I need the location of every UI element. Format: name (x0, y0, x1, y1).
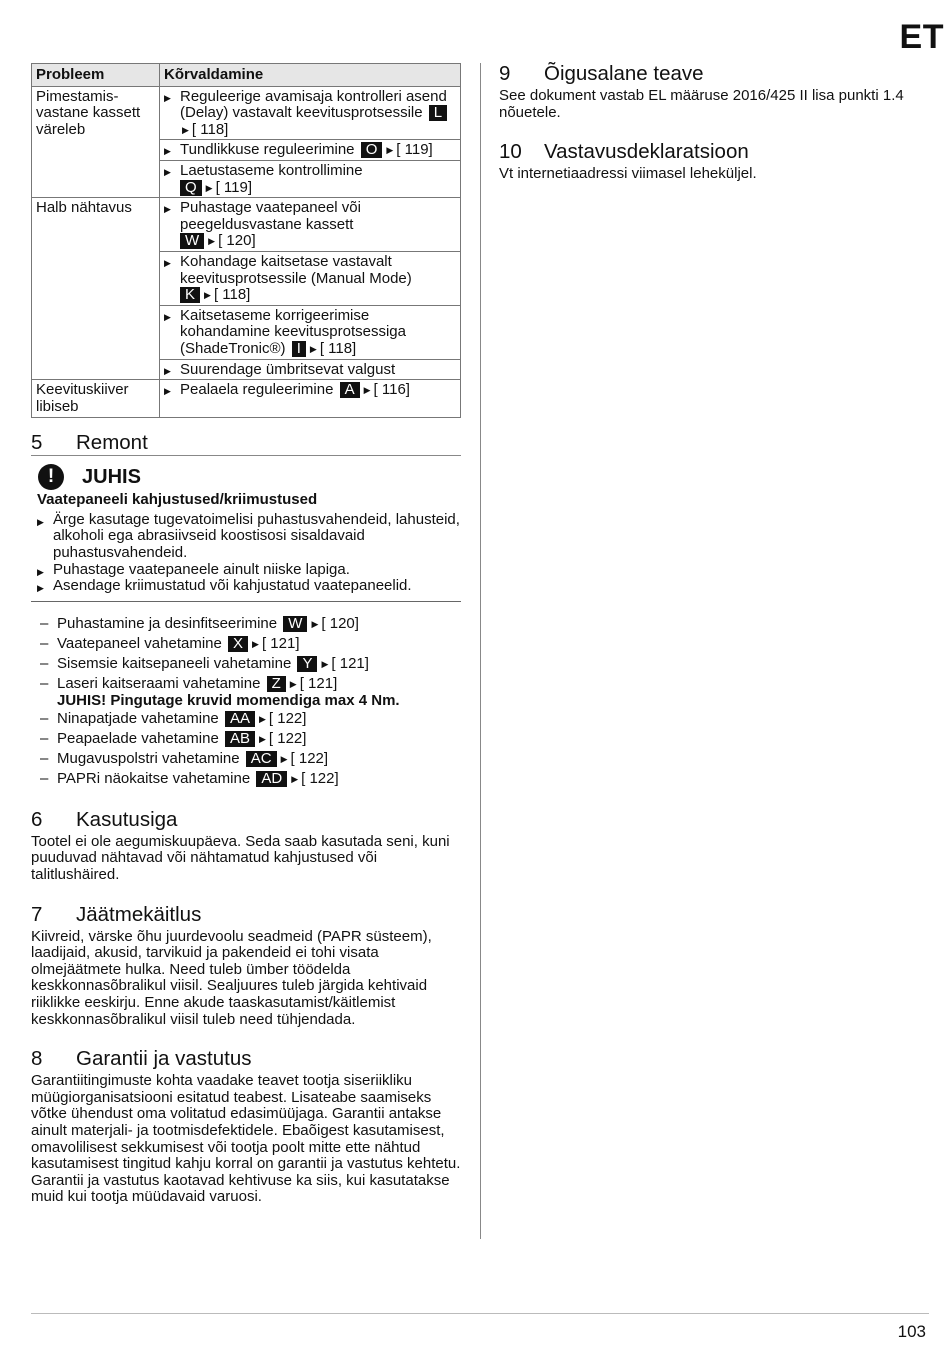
page-reference: [ 119] (396, 141, 433, 159)
notice-subtitle: Vaatepaneeli kahjustused/kriimustused (37, 491, 318, 509)
control-key-badge: W (283, 616, 307, 632)
item-text: Laseri kaitseraami vahetamine (57, 674, 261, 692)
remedy-cell (160, 160, 461, 197)
item-text: Ninapatjade vahetamine (57, 709, 219, 727)
column-divider (480, 63, 481, 1239)
list-item (40, 769, 461, 789)
remedy-cell (160, 198, 461, 252)
control-key-badge: AB (225, 731, 255, 747)
page-reference: [ 116] (373, 381, 410, 399)
control-key-badge: I (292, 341, 306, 357)
notice-item: ▶ Ärge kasutage tugevatoimelisi puhastusvahendeid, lahusteid, alkoholi ega abrasiivseid koostisosi sisaldavaid puhastusvahendeid. (37, 512, 461, 562)
arrow-right-icon: ▶ (258, 713, 266, 724)
arrow-right-icon: ▶ (258, 733, 266, 744)
page-reference: [ 122] (301, 769, 339, 787)
arrow-right-icon: ▶ (311, 618, 319, 629)
section-8 (31, 1048, 461, 1206)
section-number: 7 (31, 902, 43, 926)
arrow-right-icon: ▶ (363, 385, 371, 396)
section-5 (31, 432, 461, 789)
section-heading (31, 809, 461, 831)
item-text: Puhastamine ja desinfitseerimine (57, 614, 278, 632)
arrow-right-icon: ▶ (280, 753, 288, 764)
step-text: Kohandage kaitsetase vastavalt keevitusprotsessile (Manual Mode) (180, 252, 412, 287)
control-key-badge: Q (180, 180, 202, 196)
step-text: Laetustaseme kontrollimine (180, 161, 363, 179)
table-row (32, 86, 461, 140)
section-heading (31, 904, 461, 926)
arrow-right-icon: ▶ (289, 678, 297, 689)
control-key-badge: W (180, 233, 204, 249)
problem-cell: Halb nähtavus (32, 198, 160, 380)
step-text: Pealaela reguleerimine (180, 381, 334, 399)
step-text: Reguleerige avamisaja kontrolleri asend (Delay) vastavalt keevitusprotsessile (180, 87, 447, 122)
remedy-cell (160, 140, 461, 161)
remedy-step (164, 362, 456, 379)
page-reference: [ 122] (290, 749, 329, 767)
section-7 (31, 904, 461, 1029)
control-key-badge: Z (267, 676, 286, 692)
section-title: Jäätmekäitlus (76, 902, 202, 926)
page-reference: [ 118] (213, 286, 251, 304)
step-text: Tundlikkuse reguleerimine (180, 141, 355, 159)
remedy-step (164, 163, 456, 196)
left-column (31, 63, 461, 1206)
control-key-badge: AC (246, 751, 277, 767)
arrow-right-icon: ▶ (204, 290, 211, 301)
page-reference: [ 121] (261, 634, 300, 652)
problem-cell: Pimestamis-vastane kassett väreleb (32, 86, 160, 198)
section-number: 6 (31, 807, 43, 831)
item-text: Peapaelade vahetamine (57, 729, 219, 747)
remedy-cell (160, 251, 461, 305)
section-9 (499, 63, 929, 121)
page-reference: [ 118] (319, 339, 357, 357)
arrow-right-icon: ▶ (321, 658, 329, 669)
section-number: 5 (31, 431, 43, 455)
section-6 (31, 809, 461, 884)
item-text: Vaatepaneel vahetamine (57, 634, 222, 652)
notice-item: ▶ Puhastage vaatepaneele ainult niiske lapiga. (37, 562, 461, 579)
section-number: 10 (499, 140, 522, 164)
repair-list (31, 614, 461, 789)
section-heading (499, 63, 929, 85)
remedy-step (164, 254, 456, 304)
arrow-right-icon: ▶ (208, 236, 216, 247)
header-problem: Probleem (32, 64, 160, 87)
page-number: 103 (897, 1322, 926, 1341)
remedy-cell (160, 359, 461, 380)
section-title: Kasutusiga (76, 807, 178, 831)
remedy-step (164, 89, 456, 139)
header-remedy: Kõrvaldamine (160, 64, 461, 87)
arrow-right-icon: ▶ (386, 145, 394, 156)
list-item (40, 709, 461, 729)
arrow-right-icon: ▶ (309, 343, 317, 354)
page-reference: [ 122] (268, 729, 307, 747)
footer-divider (31, 1313, 929, 1314)
section-heading (31, 1048, 461, 1070)
page-reference: [ 118] (191, 120, 229, 138)
troubleshooting-table (31, 63, 461, 418)
list-item (40, 749, 461, 769)
page-reference: [ 121] (299, 674, 338, 692)
page-reference: [ 120] (321, 614, 359, 632)
control-key-badge: L (429, 105, 447, 121)
torque-note: JUHIS! Pingutage kruvid momendiga max 4 Nm. (57, 691, 400, 709)
control-key-badge: Y (297, 656, 317, 672)
section-body: See dokument vastab EL määruse 2016/425 II lisa punkti 1.4 nõuetele. (499, 87, 904, 121)
step-text: Puhastage vaatepaneel või peegeldusvastane kassett (180, 199, 361, 233)
remedy-cell (160, 86, 461, 140)
exclamation-icon: ! (38, 464, 64, 490)
remedy-step (164, 142, 456, 159)
table-row (32, 198, 461, 252)
page-reference: [ 119] (215, 178, 253, 196)
notice-list (31, 512, 461, 601)
section-title: Õigusalane teave (544, 62, 704, 85)
problem-cell: Keevituskiiver libiseb (32, 380, 160, 418)
list-item (40, 614, 461, 634)
section-body: Garantiitingimuste kohta vaadake teavet tootja siseriikliku müügiorganisatsiooni esitatud teabest. Lisateabe saamiseks võtke ühendust oma volitatud edasimüüjaga. Garantii antakse ainult materjali- ja tootmisdefektidele. Ebaõigest kasutamisest, omavolilisest sekkumisest või tootja poolt mitte ette nähtud kasutamisest tingitud kahju korral on garantii ja vastutus kehtetu. Garantii ja vastutus kaotavad kehtivuse ka siis, kui kasutatakse muid kui tootja müüdavaid varuosi. (31, 1072, 461, 1206)
remedy-cell (160, 380, 461, 418)
control-key-badge: X (228, 636, 248, 652)
right-column (499, 63, 929, 183)
page-reference: [ 122] (268, 709, 307, 727)
page-reference: [ 121] (331, 654, 369, 672)
control-key-badge: A (340, 382, 360, 398)
arrow-right-icon: ▶ (252, 638, 259, 649)
arrow-right-icon: ▶ (205, 182, 213, 193)
remedy-step (164, 200, 456, 250)
section-10 (499, 141, 929, 183)
arrow-right-icon: ▶ (291, 773, 299, 784)
remedy-cell (160, 305, 461, 359)
section-title: Vastavusdeklaratsioon (544, 140, 749, 164)
item-text: Sisemsie kaitsepaneeli vahetamine (57, 654, 292, 672)
control-key-badge: K (180, 287, 200, 303)
control-key-badge: AA (225, 711, 255, 727)
table-row (32, 380, 461, 418)
section-body: Vt internetiaadressi viimasel leheküljel. (499, 165, 757, 183)
step-text: Suurendage ümbritsevat valgust (180, 360, 396, 378)
step-text: Kaitsetaseme korrigeerimise kohandamine keevitusprotsessiga (ShadeTronic®) (180, 306, 406, 357)
section-body: Tootel ei ole aegumiskuupäeva. Seda saab kasutada seni, kuni puuduvad nähtavad või nähtamatud kahjustused või talitlushäired. (31, 832, 450, 884)
notice-item: ▶ Asendage kriimustatud või kahjustatud vaatepaneelid. (37, 578, 461, 595)
list-item (40, 654, 461, 674)
notice-header (31, 464, 461, 490)
table-header-row (32, 64, 461, 87)
notice-title: JUHIS (82, 465, 141, 488)
item-text: PAPRi näokaitse vahetamine (57, 769, 251, 787)
section-body: Kiivreid, värske õhu juurdevoolu seadmeid (PAPR süsteem), laadijaid, akusid, tarvikuid ja pakendeid ei tohi visata olmejäätmete hulka. Need tuleb ümber töödelda keskkonnasõbralikul viisil. Sealjuures tuleb järgida kehtivaid riiklikke eeskirju. Enne akude taaskasutamist/käitlemist keskkonnasõbralikul viisil tuleb need tühjendada. (31, 927, 432, 1028)
notice-divider (31, 601, 461, 602)
language-code: ET (899, 18, 944, 56)
section-title: Garantii ja vastutus (76, 1047, 252, 1071)
item-text: Mugavuspolstri vahetamine (57, 749, 240, 767)
list-item (40, 729, 461, 749)
section-heading (31, 432, 461, 456)
list-item (40, 674, 461, 709)
page-reference: [ 120] (218, 232, 256, 250)
section-heading (499, 141, 929, 163)
section-number: 9 (499, 62, 511, 85)
arrow-right-icon: ▶ (182, 124, 189, 135)
section-title: Remont (76, 431, 148, 455)
list-item (40, 634, 461, 654)
section-number: 8 (31, 1047, 43, 1071)
control-key-badge: AD (256, 771, 287, 787)
control-key-badge: O (361, 142, 383, 158)
remedy-step (164, 382, 456, 399)
remedy-step (164, 308, 456, 358)
